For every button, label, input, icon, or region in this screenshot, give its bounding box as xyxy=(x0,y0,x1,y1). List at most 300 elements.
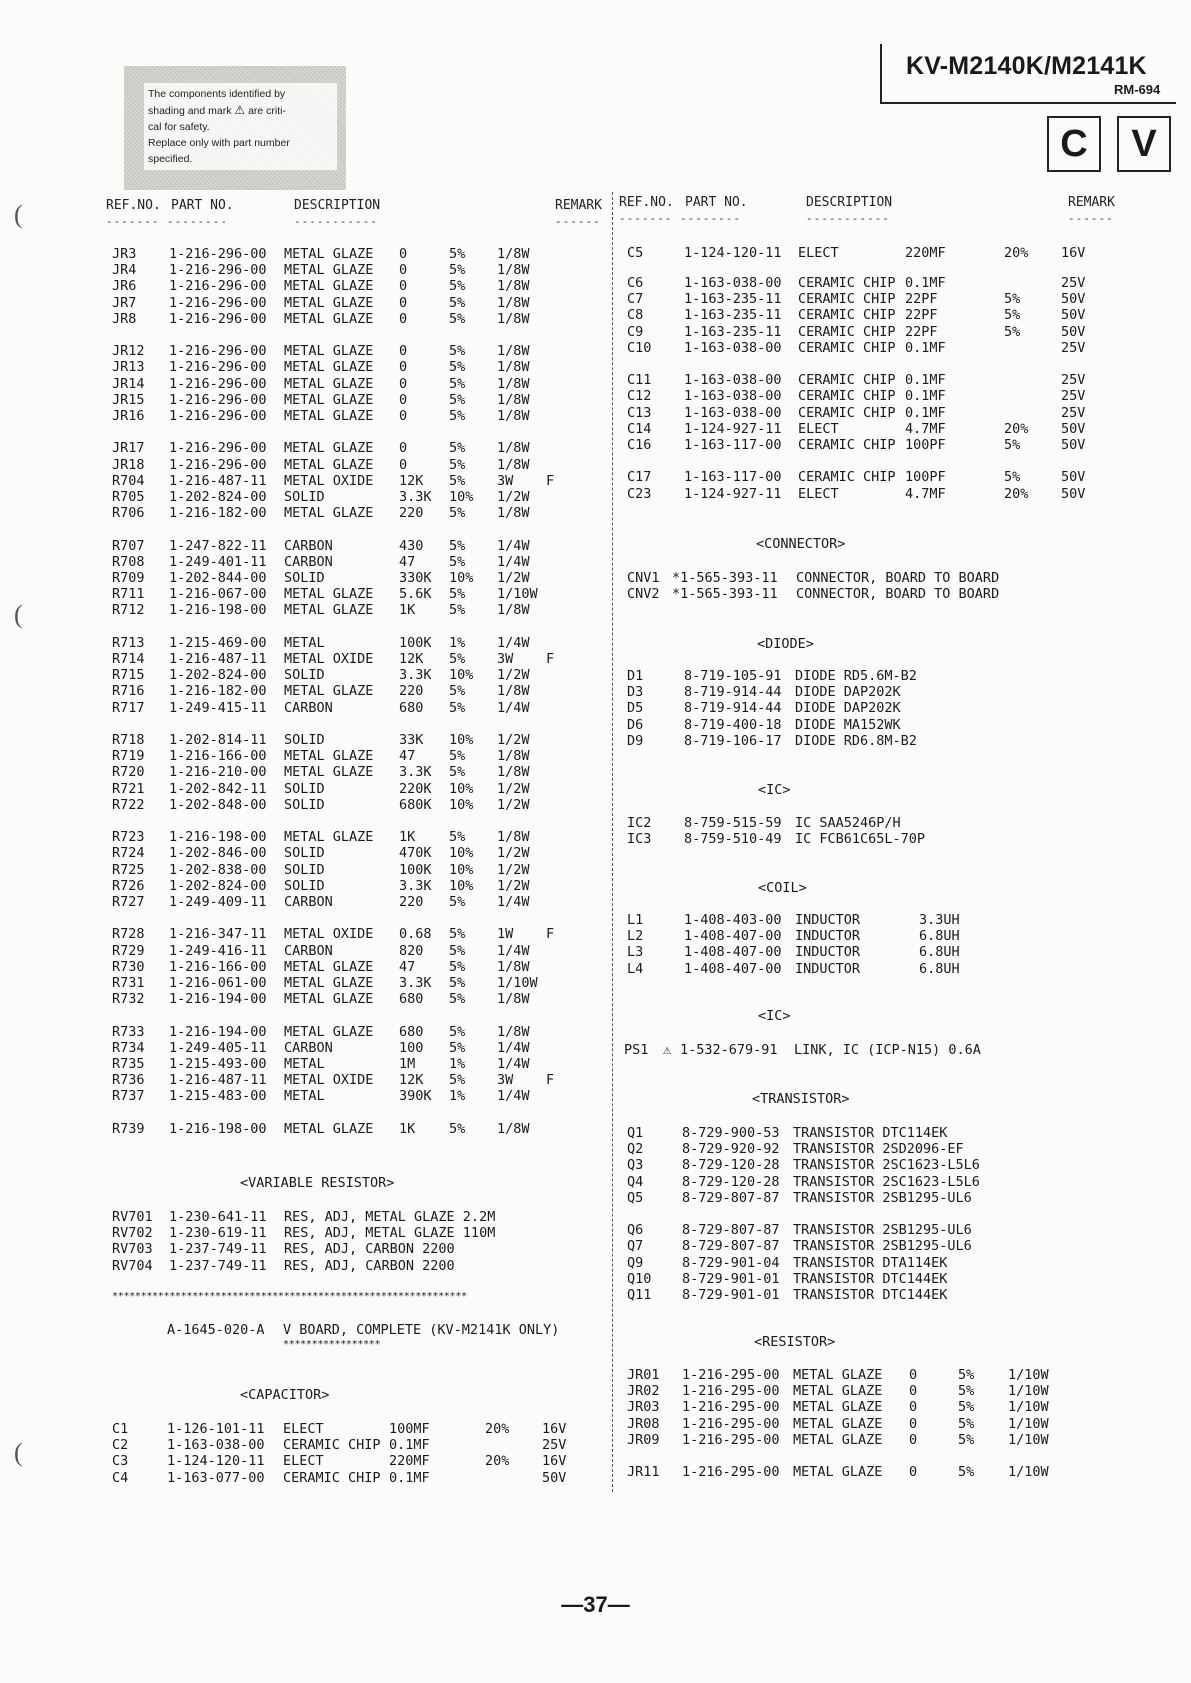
value: 0 xyxy=(399,359,408,375)
tolerance: 10% xyxy=(449,862,474,878)
tolerance: 10% xyxy=(449,489,474,505)
description: INDUCTOR xyxy=(795,928,861,944)
description: METAL GLAZE xyxy=(284,602,374,618)
rating: 1/2W xyxy=(497,489,530,505)
header-underline: ------- -------- xyxy=(106,215,228,228)
part-no: 1-163-077-00 xyxy=(167,1470,265,1486)
rating: 1/2W xyxy=(497,878,530,894)
table-row xyxy=(112,700,672,716)
ref-no: R708 xyxy=(112,554,145,570)
rating: 3W xyxy=(497,473,514,489)
ref-no: R722 xyxy=(112,797,145,813)
table-row xyxy=(627,437,1187,453)
ref-no: R736 xyxy=(112,1072,145,1088)
tolerance: 5% xyxy=(449,473,466,489)
table-row xyxy=(627,307,1187,323)
value: 100PF xyxy=(905,437,946,453)
table-row xyxy=(112,1040,672,1056)
description: IC FCB61C65L-70P xyxy=(795,831,926,847)
part-no: 1-216-296-00 xyxy=(169,311,267,327)
table-row xyxy=(627,421,1187,437)
description: METAL GLAZE xyxy=(284,975,374,991)
link-row xyxy=(624,1042,1184,1058)
tolerance: 1% xyxy=(449,1088,466,1104)
description: ELECT xyxy=(798,421,839,437)
table-row xyxy=(112,635,672,651)
tolerance: 5% xyxy=(449,926,466,942)
ref-no: C8 xyxy=(627,307,644,323)
rating: 1/2W xyxy=(497,845,530,861)
description: ELECT xyxy=(798,245,839,261)
table-row xyxy=(627,733,1187,749)
part-no: 1-202-842-11 xyxy=(169,781,267,797)
table-row xyxy=(627,570,1187,586)
description: TRANSISTOR 2SC1623-L5L6 xyxy=(793,1174,980,1190)
value: 680K xyxy=(399,797,432,813)
part-no: 1-202-824-00 xyxy=(169,489,267,505)
value: 3.3K xyxy=(399,764,432,780)
margin-mark: ( xyxy=(14,1438,23,1467)
description: METAL GLAZE xyxy=(284,440,374,456)
tolerance: 5% xyxy=(1004,291,1021,307)
section-transistor: <TRANSISTOR> xyxy=(752,1091,850,1107)
description: CERAMIC CHIP xyxy=(798,469,896,485)
tolerance: 5% xyxy=(449,392,466,408)
rating: 1/2W xyxy=(497,667,530,683)
description: TRANSISTOR DTC114EK xyxy=(793,1125,948,1141)
separator-stars: ************************************************************** xyxy=(112,1291,467,1302)
rating: 1/8W xyxy=(497,748,530,764)
part-no: 1-202-848-00 xyxy=(169,797,267,813)
tolerance: 5% xyxy=(449,262,466,278)
ref-no: R733 xyxy=(112,1024,145,1040)
part-no: 8-719-105-91 xyxy=(684,668,782,684)
ref-no: JR3 xyxy=(112,246,137,262)
description: METAL GLAZE xyxy=(284,246,374,262)
rating: 1/10W xyxy=(1008,1367,1049,1383)
value: 100K xyxy=(399,635,432,651)
part-no: 1-408-403-00 xyxy=(684,912,782,928)
description: SOLID xyxy=(284,570,325,586)
description: SOLID xyxy=(284,667,325,683)
description: RES, ADJ, CARBON 2200 xyxy=(284,1258,455,1274)
part-no: 1-247-822-11 xyxy=(169,538,267,554)
table-row xyxy=(627,1238,1187,1254)
ref-no: JR7 xyxy=(112,295,137,311)
table-row xyxy=(112,667,672,683)
tolerance: 10% xyxy=(449,570,474,586)
description: DIODE MA152WK xyxy=(795,717,901,733)
header-underline: ------ xyxy=(555,215,601,228)
table-row xyxy=(627,372,1187,388)
value: 6.8UH xyxy=(919,944,960,960)
table-row xyxy=(627,1432,1187,1448)
ref-no: C16 xyxy=(627,437,652,453)
ref-no: Q4 xyxy=(627,1174,644,1190)
ref-no: JR8 xyxy=(112,311,137,327)
description: METAL GLAZE xyxy=(284,1121,374,1137)
safety-line: The components identified by xyxy=(148,88,286,100)
description: INDUCTOR xyxy=(795,961,861,977)
tolerance: 5% xyxy=(449,408,466,424)
table-row xyxy=(112,505,672,521)
table-row xyxy=(627,586,1187,602)
description: TRANSISTOR DTA114EK xyxy=(793,1255,948,1271)
tolerance: 20% xyxy=(1004,421,1029,437)
description: METAL GLAZE xyxy=(284,457,374,473)
part-no: 1-202-824-00 xyxy=(169,878,267,894)
description: CERAMIC CHIP xyxy=(798,275,896,291)
part-no: 1-532-679-91 xyxy=(680,1042,778,1058)
assembly-description: V BOARD, COMPLETE (KV-M2141K ONLY) xyxy=(283,1322,560,1338)
ref-no: R734 xyxy=(112,1040,145,1056)
part-no: 1-216-295-00 xyxy=(682,1367,780,1383)
ref-no: C1 xyxy=(112,1421,129,1437)
ref-no: C9 xyxy=(627,324,644,340)
value: 0.1MF xyxy=(905,340,946,356)
assembly-underline: ***************** xyxy=(283,1339,381,1350)
rating: 1/8W xyxy=(497,1024,530,1040)
table-row xyxy=(112,943,672,959)
header-underline: ----------- xyxy=(294,215,378,228)
value: 22PF xyxy=(905,291,938,307)
table-row xyxy=(627,912,1187,928)
tolerance: 10% xyxy=(449,732,474,748)
table-row xyxy=(627,815,1187,831)
ref-no: R704 xyxy=(112,473,145,489)
description: CARBON xyxy=(284,554,333,570)
value: 100K xyxy=(399,862,432,878)
table-row xyxy=(112,975,672,991)
part-no: 1-216-166-00 xyxy=(169,959,267,975)
description: ELECT xyxy=(283,1421,324,1437)
description: METAL GLAZE xyxy=(284,359,374,375)
value: 0.1MF xyxy=(905,372,946,388)
value: 220 xyxy=(399,683,424,699)
header-vertical-rule xyxy=(880,44,882,104)
tolerance: 5% xyxy=(449,246,466,262)
description: METAL GLAZE xyxy=(284,829,374,845)
description: RES, ADJ, CARBON 2200 xyxy=(284,1241,455,1257)
value: 1M xyxy=(399,1056,416,1072)
tolerance: 10% xyxy=(449,667,474,683)
tolerance: 5% xyxy=(449,975,466,991)
ref-no: Q2 xyxy=(627,1141,644,1157)
part-no: 1-216-182-00 xyxy=(169,505,267,521)
part-no: 1-249-409-11 xyxy=(169,894,267,910)
safety-notice xyxy=(124,66,346,190)
rating: 1/2W xyxy=(497,797,530,813)
rating: 1/8W xyxy=(497,343,530,359)
ref-no: R723 xyxy=(112,829,145,845)
description: SOLID xyxy=(284,797,325,813)
part-no: 8-729-901-01 xyxy=(682,1271,780,1287)
header-horizontal-rule xyxy=(880,102,1176,104)
value: 220K xyxy=(399,781,432,797)
tolerance: 5% xyxy=(449,602,466,618)
part-no: 1-163-038-00 xyxy=(684,388,782,404)
table-row xyxy=(112,748,672,764)
part-no: 1-163-235-11 xyxy=(684,291,782,307)
ref-no: R737 xyxy=(112,1088,145,1104)
rating: 25V xyxy=(1061,372,1086,388)
table-row xyxy=(112,878,672,894)
rating: 1/2W xyxy=(497,570,530,586)
table-row xyxy=(627,1383,1187,1399)
part-no: 8-719-106-17 xyxy=(684,733,782,749)
ref-no: JR13 xyxy=(112,359,145,375)
table-row xyxy=(627,1141,1187,1157)
table-row xyxy=(627,1157,1187,1173)
tolerance: 5% xyxy=(449,359,466,375)
ref-no: JR12 xyxy=(112,343,145,359)
rating: 25V xyxy=(1061,405,1086,421)
part-no: 1-216-194-00 xyxy=(169,1024,267,1040)
ref-no: R724 xyxy=(112,845,145,861)
ref-no: JR09 xyxy=(627,1432,660,1448)
ref-no: JR17 xyxy=(112,440,145,456)
header-underline: ----------- xyxy=(806,212,890,225)
description: TRANSISTOR 2SB1295-UL6 xyxy=(793,1238,972,1254)
tolerance: 5% xyxy=(449,376,466,392)
description: SOLID xyxy=(284,781,325,797)
tolerance: 5% xyxy=(958,1432,975,1448)
table-row xyxy=(627,1190,1187,1206)
col-part-left: PART NO. xyxy=(171,198,234,213)
tolerance: 5% xyxy=(449,586,466,602)
rating: 1/8W xyxy=(497,959,530,975)
part-no: 1-202-846-00 xyxy=(169,845,267,861)
value: 220MF xyxy=(905,245,946,261)
description: METAL GLAZE xyxy=(793,1367,883,1383)
rating: 1/4W xyxy=(497,943,530,959)
table-row xyxy=(627,1464,1187,1480)
description: METAL GLAZE xyxy=(284,991,374,1007)
description: METAL GLAZE xyxy=(793,1399,883,1415)
tolerance: 5% xyxy=(449,991,466,1007)
col-desc-right: DESCRIPTION xyxy=(806,195,893,210)
tolerance: 20% xyxy=(485,1421,510,1437)
table-row xyxy=(627,700,1187,716)
value: 0 xyxy=(909,1367,918,1383)
ref-no: R731 xyxy=(112,975,145,991)
description: TRANSISTOR DTC144EK xyxy=(793,1271,948,1287)
value: 0 xyxy=(909,1383,918,1399)
part-no: 1-216-487-11 xyxy=(169,473,267,489)
description: INDUCTOR xyxy=(795,944,861,960)
table-row xyxy=(112,586,672,602)
rating: 1/8W xyxy=(497,764,530,780)
table-row xyxy=(627,961,1187,977)
table-row xyxy=(627,245,1187,261)
rating: 1/10W xyxy=(1008,1383,1049,1399)
rating: 1/10W xyxy=(1008,1432,1049,1448)
value: 6.8UH xyxy=(919,961,960,977)
table-row xyxy=(112,862,672,878)
description: DIODE DAP202K xyxy=(795,684,901,700)
part-no: 1-124-120-11 xyxy=(167,1453,265,1469)
ref-no: L1 xyxy=(627,912,644,928)
tolerance: 20% xyxy=(485,1453,510,1469)
ref-no: Q11 xyxy=(627,1287,652,1303)
rating: 1/4W xyxy=(497,538,530,554)
part-no: 8-729-807-87 xyxy=(682,1238,780,1254)
description: TRANSISTOR DTC144EK xyxy=(793,1287,948,1303)
ref-no: C5 xyxy=(627,245,644,261)
part-no: 1-216-061-00 xyxy=(169,975,267,991)
safety-line: Replace only with part number xyxy=(148,137,290,149)
table-row xyxy=(627,1367,1187,1383)
part-no: 1-163-038-00 xyxy=(167,1437,265,1453)
rating: 50V xyxy=(1061,291,1086,307)
ref-no: JR03 xyxy=(627,1399,660,1415)
section-capacitor: <CAPACITOR> xyxy=(240,1387,330,1403)
description: METAL GLAZE xyxy=(793,1416,883,1432)
table-row xyxy=(627,388,1187,404)
description: CONNECTOR, BOARD TO BOARD xyxy=(796,570,1000,586)
value: 0.1MF xyxy=(389,1437,430,1453)
ref-no: R705 xyxy=(112,489,145,505)
table-row xyxy=(627,1399,1187,1415)
rating: 1/8W xyxy=(497,1121,530,1137)
part-no: 8-729-901-01 xyxy=(682,1287,780,1303)
description: CERAMIC CHIP xyxy=(798,340,896,356)
value: 0 xyxy=(399,246,408,262)
rating: 1/8W xyxy=(497,991,530,1007)
ref-no: JR02 xyxy=(627,1383,660,1399)
rating: 1/8W xyxy=(497,359,530,375)
value: 0 xyxy=(399,278,408,294)
ref-no: R713 xyxy=(112,635,145,651)
description: CONNECTOR, BOARD TO BOARD xyxy=(796,586,1000,602)
ref-no: C11 xyxy=(627,372,652,388)
description: CERAMIC CHIP xyxy=(283,1437,381,1453)
table-row xyxy=(112,1024,672,1040)
safety-line: shading and mark ⚠ are criti- xyxy=(148,103,286,117)
rating: 16V xyxy=(542,1421,567,1437)
tolerance: 5% xyxy=(449,1121,466,1137)
part-no: 1-216-067-00 xyxy=(169,586,267,602)
ref-no: R728 xyxy=(112,926,145,942)
description: DIODE RD6.8M-B2 xyxy=(795,733,917,749)
part-no: 1-216-296-00 xyxy=(169,392,267,408)
rating: 1/8W xyxy=(497,683,530,699)
rating: 50V xyxy=(1061,437,1086,453)
tolerance: 5% xyxy=(958,1464,975,1480)
value: 100MF xyxy=(389,1421,430,1437)
part-no: 8-729-120-28 xyxy=(682,1157,780,1173)
table-row xyxy=(112,295,672,311)
remark: F xyxy=(546,926,555,942)
table-row xyxy=(112,1437,672,1453)
ref-no: Q10 xyxy=(627,1271,652,1287)
table-row xyxy=(112,845,672,861)
value: 430 xyxy=(399,538,424,554)
table-row xyxy=(112,1470,672,1486)
value: 12K xyxy=(399,1072,424,1088)
description: ELECT xyxy=(283,1453,324,1469)
description: SOLID xyxy=(284,489,325,505)
ref-no: Q5 xyxy=(627,1190,644,1206)
ref-no: C13 xyxy=(627,405,652,421)
value: 0 xyxy=(909,1432,918,1448)
ref-no: C23 xyxy=(627,486,652,502)
part-no: 1-216-295-00 xyxy=(682,1383,780,1399)
table-row xyxy=(112,489,672,505)
tolerance: 5% xyxy=(449,311,466,327)
table-row xyxy=(627,340,1187,356)
value: 0 xyxy=(399,440,408,456)
rating: 1/4W xyxy=(497,1040,530,1056)
part-no: 1-202-814-11 xyxy=(169,732,267,748)
part-no: 1-163-235-11 xyxy=(684,307,782,323)
part-no: 1-163-235-11 xyxy=(684,324,782,340)
description: METAL OXIDE xyxy=(284,1072,374,1088)
ref-no: RV701 xyxy=(112,1209,153,1225)
part-no: 1-408-407-00 xyxy=(684,928,782,944)
ref-no: R715 xyxy=(112,667,145,683)
ref-no: CNV2 xyxy=(627,586,660,602)
tolerance: 5% xyxy=(449,1024,466,1040)
part-no: 1-216-296-00 xyxy=(169,408,267,424)
rating: 1/8W xyxy=(497,440,530,456)
part-no: 1-237-749-11 xyxy=(169,1258,267,1274)
part-no: 1-249-416-11 xyxy=(169,943,267,959)
part-no: 1-216-296-00 xyxy=(169,262,267,278)
part-no: 1-163-038-00 xyxy=(684,340,782,356)
value: 0 xyxy=(399,262,408,278)
value: 47 xyxy=(399,959,416,975)
table-row xyxy=(112,1121,672,1137)
section-variable-resistor: <VARIABLE RESISTOR> xyxy=(240,1175,395,1191)
description: CARBON xyxy=(284,538,333,554)
table-row xyxy=(112,457,672,473)
tolerance: 20% xyxy=(1004,486,1029,502)
part-no: 1-163-038-00 xyxy=(684,275,782,291)
table-row xyxy=(627,668,1187,684)
table-row xyxy=(627,291,1187,307)
value: 0.68 xyxy=(399,926,432,942)
part-no: 1-216-198-00 xyxy=(169,602,267,618)
part-no: 1-216-296-00 xyxy=(169,295,267,311)
col-desc-left: DESCRIPTION xyxy=(294,198,381,213)
rating: 1W xyxy=(497,926,514,942)
rating: 25V xyxy=(542,1437,567,1453)
ref-no: L3 xyxy=(627,944,644,960)
description: METAL GLAZE xyxy=(284,278,374,294)
tolerance: 5% xyxy=(449,505,466,521)
description: METAL GLAZE xyxy=(284,295,374,311)
table-row xyxy=(112,602,672,618)
ref-no: Q6 xyxy=(627,1222,644,1238)
table-row xyxy=(112,1241,672,1257)
ref-no: D9 xyxy=(627,733,644,749)
part-no: 1-216-295-00 xyxy=(682,1432,780,1448)
value: 22PF xyxy=(905,324,938,340)
table-row xyxy=(112,538,672,554)
table-row xyxy=(627,1222,1187,1238)
model-title: KV-M2140K/M2141K xyxy=(906,52,1147,80)
description: CERAMIC CHIP xyxy=(798,372,896,388)
table-row xyxy=(112,732,672,748)
ref-no: R726 xyxy=(112,878,145,894)
value: 0 xyxy=(399,408,408,424)
rating: 1/8W xyxy=(497,392,530,408)
table-row xyxy=(112,991,672,1007)
ref-no: R718 xyxy=(112,732,145,748)
value: 470K xyxy=(399,845,432,861)
table-row xyxy=(112,1072,672,1088)
